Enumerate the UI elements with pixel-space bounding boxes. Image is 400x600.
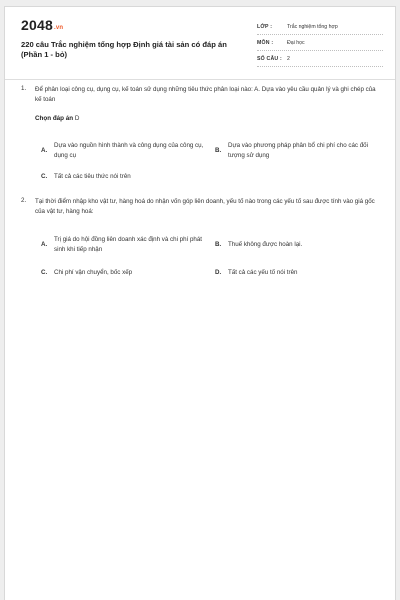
option-letter: C. bbox=[41, 173, 48, 180]
meta-key: LỚP : bbox=[257, 24, 273, 30]
option-text: Thuế không được hoàn lại. bbox=[228, 241, 303, 248]
option-text: Tất cả các yếu tố nói trên bbox=[228, 269, 298, 276]
meta-value: Đại học bbox=[287, 40, 305, 46]
answer-line bbox=[35, 115, 79, 122]
header-divider bbox=[5, 79, 395, 80]
question-number: 1. bbox=[21, 85, 27, 92]
option-letter: A. bbox=[41, 147, 48, 154]
option-text: Tất cả các tiêu thức nói trên bbox=[54, 173, 131, 180]
option-text: Chi phí vận chuyển, bốc xếp bbox=[54, 269, 133, 276]
site-logo[interactable] bbox=[21, 17, 63, 33]
option-text: Dựa vào phương pháp phân bổ chi phí cho các đối tượng sử dụng bbox=[228, 142, 368, 159]
option-letter: D. bbox=[215, 269, 222, 276]
option-text: Dựa vào nguồn hình thành và công dụng của công cụ, dụng cụ bbox=[54, 142, 204, 159]
meta-row-class bbox=[257, 19, 383, 35]
meta-row-count bbox=[257, 51, 383, 67]
meta-value: 2 bbox=[287, 56, 290, 62]
answer-label: Chọn đáp án bbox=[35, 115, 74, 122]
logo-text: 2048 bbox=[21, 17, 53, 33]
question-text: Tại thời điểm nhập kho vật tư, hàng hoá do nhận vốn góp liên doanh, yếu tố nào trong các yếu tố sau được tính vào giá gốc của vật tư, hàng hoá: bbox=[35, 198, 375, 215]
option-text: Trị giá do hội đồng liên doanh xác định và chi phí phát sinh khi tiếp nhận bbox=[54, 236, 203, 253]
meta-row-subject bbox=[257, 35, 383, 51]
question-text: Để phân loại công cụ, dụng cụ, kế toán sử dụng những tiêu thức phân loại nào: A. Dựa vào yêu cầu quản lý và ghi chép của kế toán bbox=[35, 86, 376, 103]
option-letter: B. bbox=[215, 147, 222, 154]
question-number: 2. bbox=[21, 197, 27, 204]
option-letter: C. bbox=[41, 269, 48, 276]
answer-value: D bbox=[74, 115, 80, 122]
document-meta bbox=[257, 19, 383, 67]
meta-key: MÔN : bbox=[257, 40, 274, 46]
document-title: 220 câu Trắc nghiệm tổng hợp Định giá tài sản có đáp án (Phần 1 - bỏ) bbox=[21, 40, 227, 59]
logo-suffix: .vn bbox=[53, 25, 64, 31]
meta-key: SỐ CÂU : bbox=[257, 56, 282, 62]
option-letter: B. bbox=[215, 241, 222, 248]
document-page bbox=[4, 6, 396, 600]
meta-value: Trắc nghiệm tổng hợp bbox=[287, 24, 338, 30]
option-letter: A. bbox=[41, 241, 48, 248]
document-header bbox=[5, 7, 395, 75]
